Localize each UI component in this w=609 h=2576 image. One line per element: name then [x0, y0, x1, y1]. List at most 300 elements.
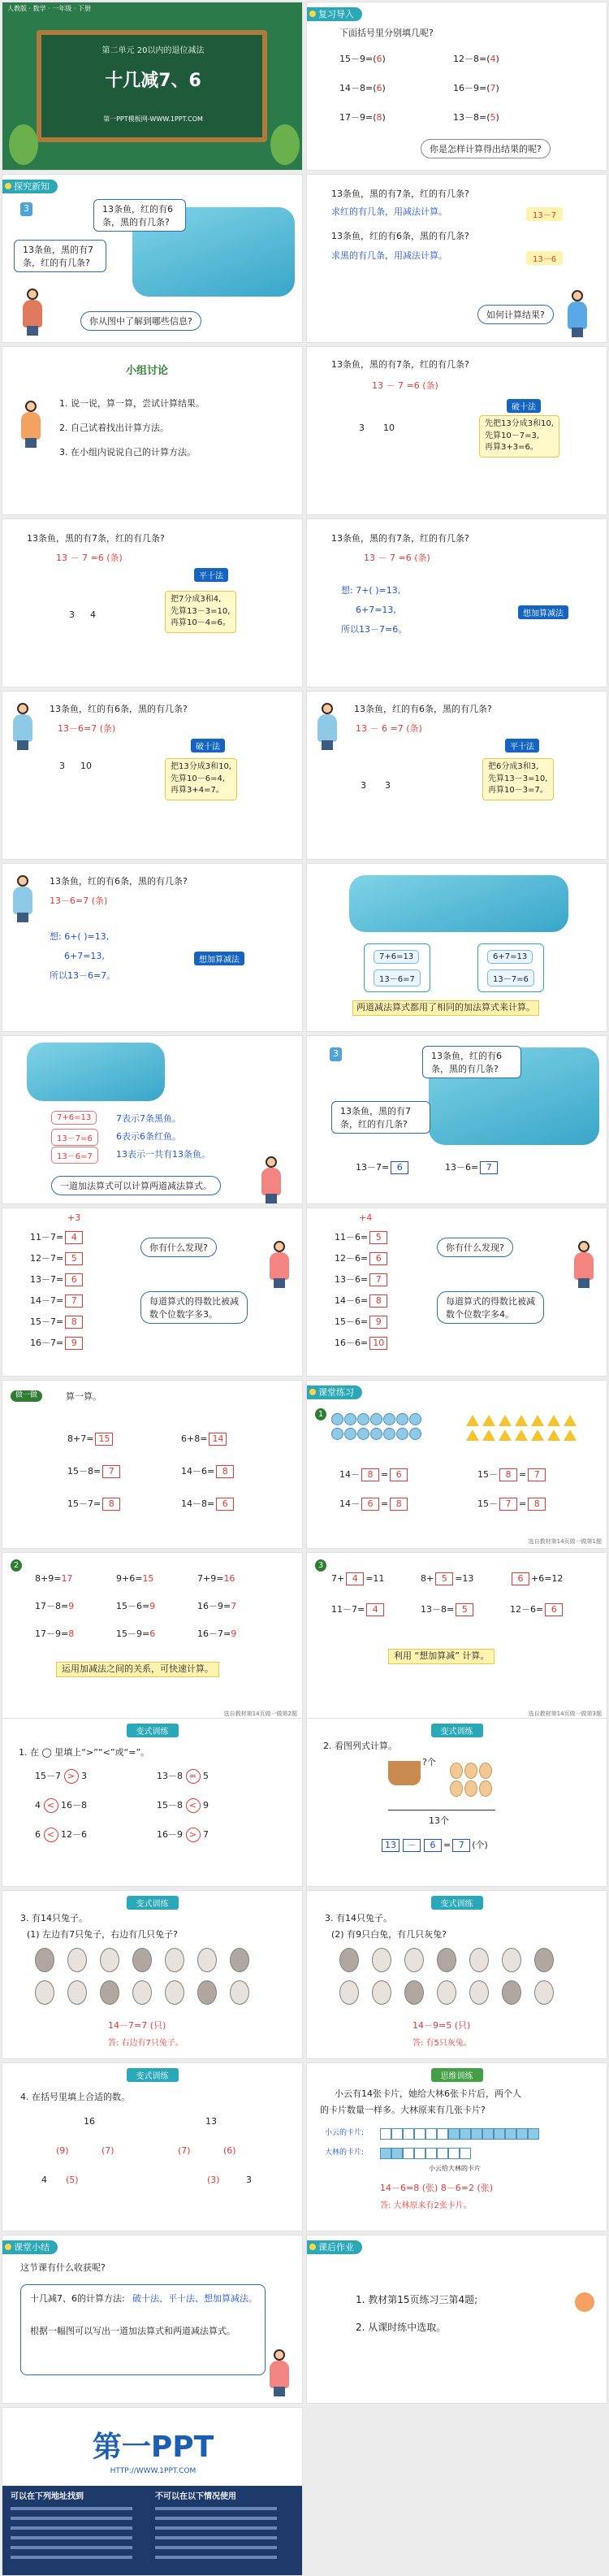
- step-3: 再算10－3=7。: [488, 786, 548, 795]
- practice-note: 利用 “想加算减” 计算。: [388, 1649, 495, 1664]
- pattern-row: 16－7= 9: [30, 1337, 84, 1351]
- pattern-row: 15－7= 8: [30, 1316, 84, 1329]
- unit-label: 第二单元 20以内的退位减法: [102, 46, 205, 55]
- counter-dot: [409, 1428, 421, 1440]
- homework-item-1: 1. 教材第15页练习三第4题;: [356, 2294, 478, 2305]
- method-badge: 平十法: [194, 568, 228, 582]
- rabbit-icon: [534, 1948, 554, 1972]
- card-cell: [414, 2148, 425, 2159]
- egg-icon: [464, 1763, 477, 1779]
- slide-pattern-7[interactable]: [2, 1208, 303, 1377]
- slide-group-discuss[interactable]: [2, 346, 303, 515]
- story-line-2: 的卡片数量一样多。大林原来有几张卡片?: [320, 2105, 486, 2115]
- discuss-item-1: 1. 说一说，算一算，尝试计算结果。: [59, 398, 205, 409]
- increment-label: +3: [67, 1212, 81, 1223]
- variant-ribbon: 变式训练: [127, 1724, 179, 1737]
- rabbit-icon: [197, 1948, 217, 1972]
- practice-equation: 6 +6=12: [510, 1572, 563, 1586]
- egg-icon: [479, 1763, 492, 1779]
- card-1a: 7+6=13: [374, 950, 419, 964]
- pattern-row: 15－6= 9: [335, 1316, 389, 1329]
- triangle-icon: [547, 1429, 560, 1441]
- split-a: 3: [361, 780, 366, 791]
- question: 13条鱼，红的有6条，黑的有几条?: [50, 876, 188, 887]
- answer-eq-2: 13－6= 7: [445, 1161, 499, 1175]
- step-1: 把7分成3和4,: [171, 595, 222, 604]
- practice-equation: 16－9=7: [197, 1601, 237, 1611]
- fact-note-1: 7表示7条黑鱼。: [116, 1113, 181, 1124]
- pattern-row: 16－6= 10: [335, 1337, 389, 1351]
- card-cell: [460, 2128, 471, 2140]
- slide-level-ten-6[interactable]: [306, 691, 607, 860]
- slide-practice-1[interactable]: [306, 1380, 607, 1549]
- card-cell: [403, 2148, 414, 2159]
- practice-equation: 17－9=8: [35, 1628, 75, 1639]
- triangle-icon: [499, 1429, 512, 1441]
- steps-box: [165, 758, 237, 800]
- question: 13条鱼，红的有6条，黑的有几条?: [354, 704, 492, 714]
- review-prompt: 下面括号里分别填几呢?: [339, 28, 434, 38]
- practice-equation: 7+ 4 =11: [331, 1573, 385, 1584]
- method-badge: 想加算减法: [194, 952, 244, 965]
- variant-ribbon: 变式训练: [127, 2068, 179, 2082]
- footer-line: [11, 2546, 132, 2549]
- breadcrumb: 人教版 · 数学 · 一年级 · 下册: [7, 5, 91, 12]
- discover-bubble: 你有什么发现?: [437, 1238, 513, 1257]
- slide-level-ten-7[interactable]: [2, 518, 303, 687]
- answer-equation: 14－9=5 (只): [412, 2020, 471, 2031]
- slide-reasoning[interactable]: [306, 174, 607, 343]
- card-cell: [391, 2128, 403, 2140]
- rabbit-icon: [35, 1980, 54, 2005]
- card-cell: [425, 2148, 437, 2159]
- slide-explore[interactable]: [2, 174, 303, 343]
- tree1-leaf-1: 4: [41, 2175, 47, 2185]
- footer-line: [11, 2536, 132, 2539]
- brand-url[interactable]: HTTP://WWW.1PPT.COM: [110, 2467, 197, 2475]
- card-cell: [482, 2128, 494, 2140]
- variant-title: 2. 看图列式计算。: [323, 1741, 397, 1751]
- variant-title: 1. 在 ◯ 里填上“>”“<”或“=”。: [19, 1747, 150, 1758]
- counter-dot: [344, 1413, 356, 1425]
- slide-ending[interactable]: [2, 2407, 303, 2576]
- split-a: 3: [69, 609, 75, 620]
- student-figure: [11, 703, 35, 750]
- slide-variant-3b[interactable]: [306, 1890, 607, 2059]
- pattern-row: 11－6= 5: [335, 1231, 389, 1245]
- card-cell: [380, 2148, 391, 2159]
- answer-text: 答: 大林原来有2张卡片。: [380, 2201, 472, 2210]
- review-bubble: 你是怎样计算得出结果的呢?: [421, 139, 551, 158]
- pattern-row: 12－6= 6: [335, 1252, 389, 1266]
- split-b: 10: [383, 423, 395, 433]
- slide-summary[interactable]: [2, 2235, 303, 2404]
- reason-eq-2: 13－6: [526, 251, 563, 265]
- steps-box: [479, 415, 559, 458]
- card-cell: [448, 2128, 460, 2140]
- practice-note: 运用加减法之间的关系，可快速计算。: [56, 1662, 219, 1677]
- card-cell: [505, 2128, 516, 2140]
- compare-row: 13－8 = 5: [157, 1769, 209, 1784]
- review-equation: 16－9=(7): [453, 83, 499, 93]
- slide-variant-2[interactable]: [306, 1718, 607, 1887]
- teacher-figure: [20, 288, 45, 336]
- summary-methods: 破十法、平十法、想加算减法。: [132, 2293, 257, 2304]
- slide-break-ten-7[interactable]: [306, 346, 607, 515]
- counter-dot: [357, 1428, 369, 1440]
- how-bubble: 如何计算结果?: [477, 305, 554, 324]
- answer-equation: 14－7=7 (只): [108, 2020, 166, 2031]
- tree2-leaf-2: 3: [246, 2175, 252, 2185]
- think-line-1: 想: 6+( )=13,: [50, 931, 110, 942]
- think-line-3: 所以13－7=6。: [341, 624, 408, 635]
- step-3: 再算3+3=6。: [485, 443, 538, 452]
- rabbit-icon: [165, 1948, 184, 1972]
- tree1-right: (7): [102, 2145, 114, 2156]
- unknown-label: ?个: [422, 1757, 436, 1767]
- do-it-equation: 14－6= 8: [181, 1465, 235, 1479]
- practice-equation: 14－ 6 = 8: [339, 1498, 409, 1511]
- practice-equation: 7+9=16: [197, 1573, 235, 1584]
- rabbit-icon: [534, 1980, 554, 2005]
- footer-line: [155, 2546, 277, 2549]
- bar-legend: 小云给大林的卡片: [429, 2165, 481, 2172]
- tree1-leaf-2: (5): [66, 2175, 79, 2185]
- method-badge: 平十法: [505, 739, 539, 752]
- site-label: 第一PPT模板网-WWW.1PPT.COM: [103, 115, 203, 123]
- tag-review: 复习导入: [307, 7, 362, 21]
- answer-equation: 13 － 6 = 7 (个): [380, 1839, 488, 1853]
- equation: 13－6=7 (条): [50, 896, 108, 906]
- fact-bubble: 一道加法算式可以计算两道减法算式。: [51, 1176, 221, 1195]
- footer-line: [11, 2526, 132, 2530]
- slide-do-it[interactable]: [2, 1380, 303, 1549]
- egg-icon: [450, 1780, 463, 1797]
- rabbit-icon: [372, 1948, 391, 1972]
- think-line-2: 6+7=13,: [356, 605, 396, 615]
- step-3: 再算10－4=6。: [171, 618, 231, 627]
- reason-eq-1: 13－7: [526, 207, 563, 221]
- pond-image: [27, 1043, 165, 1101]
- rabbit-icon: [230, 1980, 249, 2005]
- slide-break-ten-6[interactable]: [2, 691, 303, 860]
- rabbit-icon: [372, 1980, 391, 2005]
- question-bubble-2: 13条鱼，黑的有7条，红的有几条?: [331, 1101, 430, 1134]
- practice-equation: 13－8= 5: [421, 1603, 475, 1617]
- step-2: 先算10－6=4,: [171, 774, 226, 783]
- compare-row: 16－9 > 7: [157, 1828, 209, 1842]
- egg-icon: [450, 1763, 463, 1779]
- slide-homework[interactable]: [306, 2235, 607, 2404]
- variant-ribbon: 变式训练: [431, 1896, 483, 1910]
- finding-bubble: 每道算式的得数比被减 数个位数字多3。: [140, 1291, 248, 1324]
- problem-number: 1: [315, 1408, 326, 1420]
- practice-equation: 15－9=6: [116, 1628, 156, 1639]
- counter-dot: [383, 1413, 395, 1425]
- summary-line-2: 根据一幅图可以写出一道加法算式和两道减法算式。: [30, 2326, 235, 2336]
- reason-line-1: 13条鱼，黑的有7条，红的有几条?: [331, 189, 469, 199]
- source-footnote: 选自教材第14页做一做第2题: [223, 1711, 297, 1717]
- footer-line: [11, 2517, 132, 2520]
- split-a: 3: [359, 423, 365, 433]
- footer-line: [155, 2517, 277, 2520]
- label-xiaoyun: 小云的卡片:: [325, 2129, 365, 2137]
- practice-equation: 15－ 8 = 7: [477, 1468, 547, 1482]
- fact-eq-3: 13－6=7: [51, 1147, 98, 1164]
- think-line-3: 所以13－6=7。: [50, 970, 116, 981]
- practice-equation: 11－7= 4: [331, 1603, 386, 1617]
- equation: 13 － 7 =6 (条): [56, 553, 123, 563]
- variant-question: (2) 有9只白兔，有几只灰兔?: [331, 1929, 447, 1940]
- slide-review[interactable]: [306, 2, 607, 171]
- brand-logo: 第一PPT: [92, 2431, 214, 2464]
- triangle-icon: [515, 1415, 528, 1426]
- student-figure: [565, 290, 590, 337]
- discuss-title: 小组讨论: [126, 365, 169, 377]
- rabbit-icon: [100, 1948, 119, 1972]
- split-b: 4: [90, 609, 96, 620]
- card-cell: [403, 2128, 414, 2140]
- slide-fact-family[interactable]: [2, 1035, 303, 1204]
- counter-dot: [331, 1413, 343, 1425]
- slide-think-add-6[interactable]: [2, 863, 303, 1032]
- summary-line-1: 十几减7、6的计算方法:: [30, 2293, 125, 2304]
- question: 13条鱼，黑的有7条，红的有几条?: [331, 533, 469, 544]
- tree1-top: 16: [84, 2116, 95, 2127]
- card-cell: [437, 2148, 448, 2159]
- student-figure: [267, 2349, 292, 2396]
- counter-dot: [383, 1428, 395, 1440]
- increment-label: +4: [359, 1212, 373, 1223]
- rabbit-icon: [502, 1948, 521, 1972]
- review-equation: 14－8=(6): [339, 83, 386, 93]
- variant-title: 3. 有14只兔子。: [20, 1913, 88, 1923]
- question-bubble-2: 13条鱼，黑的有7条，红的有几条?: [14, 240, 106, 272]
- slide-variant-4[interactable]: [2, 2062, 303, 2231]
- discuss-item-2: 2. 自己试着找出计算方法。: [59, 423, 169, 433]
- think-line-2: 6+7=13,: [64, 951, 105, 961]
- fact-eq-2: 13－7=6: [51, 1129, 98, 1146]
- fact-eq-1: 7+6=13: [51, 1111, 97, 1125]
- do-it-label: 做一做: [11, 1390, 42, 1402]
- think-line-1: 想: 7+( )=13,: [341, 585, 401, 596]
- egg-icon: [464, 1780, 477, 1797]
- thinking-ribbon: 思维训练: [431, 2068, 483, 2082]
- do-it-equation: 8+7= 15: [67, 1433, 114, 1446]
- pattern-row: 14－7= 7: [30, 1295, 84, 1308]
- slide-compare[interactable]: [306, 863, 607, 1032]
- slide-variant-3a[interactable]: [2, 1890, 303, 2059]
- practice-equation: 15－6=9: [116, 1601, 156, 1611]
- rabbit-icon: [404, 1980, 424, 2005]
- tag-homework: 课后作业: [307, 2240, 362, 2254]
- rabbit-icon: [100, 1980, 119, 2005]
- rabbit-icon: [469, 1980, 489, 2005]
- card-cell: [494, 2128, 505, 2140]
- problem-number: 2: [11, 1559, 22, 1572]
- student-figure: [572, 1241, 596, 1288]
- compare-row: 6 < 12－6: [35, 1828, 87, 1842]
- review-equation: 12－8=(4): [453, 54, 499, 64]
- method-badge: 破十法: [191, 739, 225, 752]
- review-equation: 17－9=(8): [339, 112, 386, 123]
- counter-dot: [370, 1428, 382, 1440]
- split-b: 3: [385, 780, 391, 791]
- problem-number: 3: [315, 1559, 326, 1572]
- triangle-icon: [531, 1429, 544, 1441]
- tag-summary: 课堂小结: [2, 2240, 58, 2254]
- rabbit-icon: [132, 1980, 152, 2005]
- step-2: 先算13－3=10,: [171, 606, 231, 616]
- summary-question: 这节课有什么收获呢?: [20, 2262, 106, 2273]
- slide-title[interactable]: [2, 2, 303, 171]
- footer-line: [155, 2556, 277, 2559]
- student-figure: [11, 875, 35, 922]
- pattern-row: 12－7= 5: [30, 1252, 84, 1266]
- rabbit-icon: [197, 1980, 217, 2005]
- rabbit-icon: [67, 1948, 87, 1972]
- rabbit-icon: [132, 1948, 152, 1972]
- total-label: 13个: [429, 1815, 449, 1826]
- card-cell: [414, 2128, 425, 2140]
- tree2-right: (6): [223, 2145, 236, 2156]
- slide-think-add-7[interactable]: [306, 518, 607, 687]
- rabbit-icon: [67, 1980, 87, 2005]
- triangle-icon: [564, 1429, 577, 1441]
- practice-equation: 8+9=17: [35, 1573, 73, 1584]
- pattern-row: 11－7= 4: [30, 1231, 84, 1245]
- method-badge: 破十法: [507, 399, 541, 413]
- footer-heading-2: 不可以在以下情况使用: [155, 2492, 236, 2501]
- label-dalin: 大林的卡片:: [325, 2149, 365, 2157]
- practice-equation: 8+ 5 =13: [421, 1573, 474, 1584]
- tree2-left: (7): [178, 2145, 191, 2156]
- step-1: 把13分成3和10,: [171, 762, 231, 771]
- slide-thinking[interactable]: [306, 2062, 607, 2231]
- triangle-icon: [564, 1415, 577, 1426]
- footer-line: [11, 2556, 132, 2559]
- triangle-icon: [466, 1415, 479, 1426]
- discover-bubble: 你有什么发现?: [140, 1238, 217, 1257]
- slide-variant-1[interactable]: [2, 1718, 303, 1887]
- slide-practice-2[interactable]: [2, 1552, 303, 1721]
- slide-practice-3b[interactable]: [306, 1552, 607, 1721]
- rabbit-icon: [404, 1948, 424, 1972]
- card-cell: [516, 2128, 528, 2140]
- card-cell: [460, 2148, 471, 2159]
- source-footnote: 选自教材第14页做一做第3题: [528, 1711, 602, 1717]
- card-cell: [425, 2128, 437, 2140]
- footer-line: [11, 2507, 132, 2510]
- pattern-row: 13－6= 7: [335, 1273, 389, 1287]
- question-bubble-1: 13条鱼，红的有6条，黑的有几条?: [93, 199, 186, 232]
- card-cell: [471, 2128, 482, 2140]
- practice-equation: 17－8=9: [35, 1601, 75, 1611]
- student-figure: [267, 1241, 292, 1288]
- finding-bubble: 每道算式的得数比被减 数个位数字多4。: [437, 1291, 544, 1324]
- card-2a: 6+7=13: [487, 950, 533, 964]
- equation: 13 － 7 =6 (条): [364, 553, 430, 563]
- slide-pattern-6[interactable]: [306, 1208, 607, 1377]
- practice-equation: 14－ 8 = 6: [339, 1468, 409, 1482]
- do-it-equation: 14－8= 6: [181, 1498, 235, 1511]
- step-2: 先算10－7=3,: [485, 431, 540, 440]
- variant-title: 3. 有14只兔子。: [325, 1913, 392, 1923]
- practice-equation: 15－ 7 = 8: [477, 1498, 547, 1511]
- footer-heading-1: 可以在下列地址找到: [11, 2492, 84, 2501]
- do-it-title: 算一算。: [66, 1391, 102, 1402]
- tree2-top: 13: [205, 2116, 217, 2127]
- question: 13条鱼，黑的有7条，红的有几条?: [27, 533, 165, 544]
- rabbit-icon: [35, 1948, 54, 1972]
- triangle-icon: [531, 1415, 544, 1426]
- egg-icon: [479, 1780, 492, 1797]
- triangle-icon: [482, 1415, 495, 1426]
- tree1-left: (9): [56, 2145, 69, 2156]
- homework-item-2: 2. 从课时练中选取。: [356, 2322, 447, 2333]
- rabbit-icon: [165, 1980, 184, 2005]
- step-2: 先算13－3=10,: [488, 774, 548, 783]
- question: 13条鱼，黑的有7条，红的有几条?: [331, 359, 469, 370]
- plant-left: [9, 124, 38, 165]
- rabbit-icon: [502, 1980, 521, 2005]
- reason-line-3: 13条鱼，红的有6条，黑的有几条?: [331, 231, 469, 241]
- question: 13条鱼，红的有6条，黑的有几条?: [50, 704, 188, 714]
- fact-note-2: 6表示6条红鱼。: [116, 1131, 181, 1142]
- pattern-row: 13－7= 6: [30, 1273, 84, 1287]
- answer-text: 答: 有5只灰兔。: [412, 2039, 472, 2048]
- story-line-1: 小云有14张卡片，她给大林6张卡片后，两个人: [335, 2088, 521, 2099]
- triangle-icon: [466, 1429, 479, 1441]
- compare-note: 两道减法算式都用了相同的加法算式来计算。: [352, 1000, 539, 1016]
- variant-ribbon: 变式训练: [127, 1896, 179, 1910]
- card-cell: [448, 2148, 460, 2159]
- tag-practice: 课堂练习: [307, 1386, 362, 1399]
- lesson-title: 十几减7、6: [105, 71, 201, 91]
- brace-line: [388, 1810, 495, 1811]
- variant-ribbon: 变式训练: [431, 1724, 483, 1737]
- practice-equation: 16－7=9: [197, 1628, 237, 1639]
- counter-dot: [357, 1413, 369, 1425]
- card-cell: [391, 2148, 403, 2159]
- problem-number: 3: [330, 1047, 342, 1061]
- question-bubble-1: 13条鱼，红的有6条，黑的有几条?: [422, 1046, 521, 1078]
- card-cell: [528, 2128, 539, 2140]
- review-equation: 13－8=(5): [453, 112, 499, 123]
- do-it-equation: 6+8= 14: [181, 1433, 228, 1446]
- equation: 13 － 7 =6 (条): [372, 380, 438, 391]
- step-1: 先把13分成3和10,: [485, 419, 554, 428]
- slide-practice-3[interactable]: [306, 1035, 607, 1204]
- reason-line-2: 求红的有几条，用减法计算。: [331, 206, 447, 217]
- plant-right: [270, 124, 300, 165]
- discuss-item-3: 3. 在小组内说说自己的计算方法。: [59, 447, 196, 458]
- decor-icon: [575, 2292, 594, 2312]
- counter-dot: [370, 1413, 382, 1425]
- footer-line: [155, 2526, 277, 2530]
- answer-equation: 14－6=8 (张) 8－6=2 (张): [380, 2183, 494, 2193]
- steps-box: [165, 591, 236, 633]
- student-figure: [315, 703, 339, 750]
- basket-icon: [388, 1761, 421, 1785]
- review-equation: 15－9=(6): [339, 54, 386, 64]
- card-cell: [437, 2128, 448, 2140]
- pond-image: [349, 875, 568, 932]
- tree2-leaf-1: (3): [207, 2175, 220, 2185]
- counter-dot: [396, 1413, 408, 1425]
- compare-row: 15－7 > 3: [35, 1769, 87, 1784]
- triangle-icon: [547, 1415, 560, 1426]
